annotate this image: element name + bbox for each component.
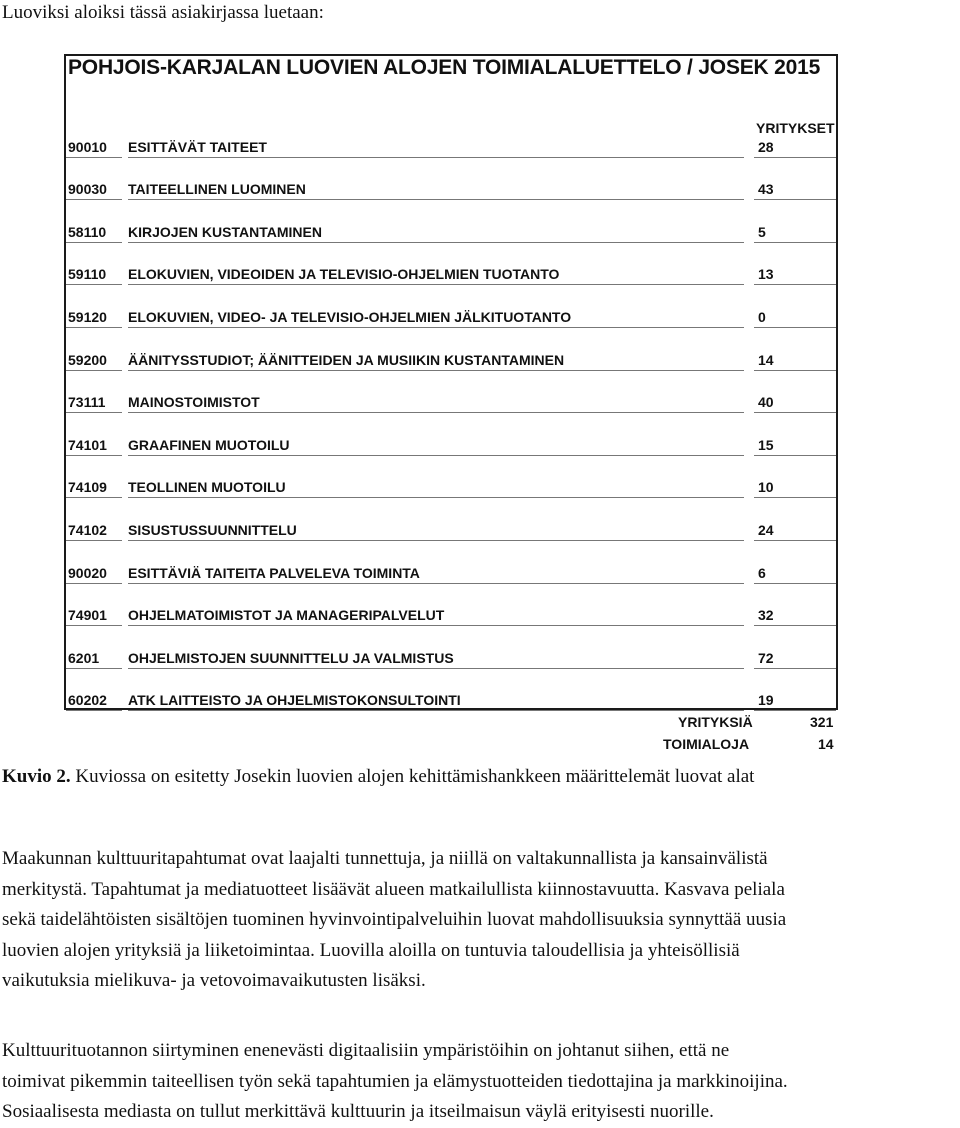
table-row [66, 434, 836, 456]
industry-name: SISUSTUSSUUNNITTELU [128, 519, 744, 541]
company-count: 32 [754, 604, 836, 626]
company-count: 13 [754, 263, 836, 285]
table-row [66, 391, 836, 413]
company-count: 15 [754, 434, 836, 456]
company-count: 0 [754, 306, 836, 328]
industry-name: TEOLLINEN MUOTOILU [128, 476, 744, 498]
industry-code: 59200 [66, 349, 122, 371]
industry-name: GRAAFINEN MUOTOILU [128, 434, 744, 456]
industry-name: ESITTÄVÄT TAITEET [128, 136, 744, 158]
company-count: 14 [754, 349, 836, 371]
industry-name: ELOKUVIEN, VIDEOIDEN JA TELEVISIO-OHJELMIEN TUOTANTO [128, 263, 744, 285]
industry-code: 74101 [66, 434, 122, 456]
table-row [66, 306, 836, 328]
company-count: 24 [754, 519, 836, 541]
table-row [66, 604, 836, 626]
industry-code: 59120 [66, 306, 122, 328]
paragraph-line: toimivat pikemmin taiteellisen työn sekä tapahtumien ja elämystuotteiden tiedottajina ja markkinoijina. [2, 1070, 788, 1092]
industry-name: OHJELMISTOJEN SUUNNITTELU JA VALMISTUS [128, 647, 744, 669]
company-count: 19 [754, 689, 836, 711]
industry-name: TAITEELLINEN LUOMINEN [128, 178, 744, 200]
company-count: 6 [754, 562, 836, 584]
industry-code: 74102 [66, 519, 122, 541]
table-row [66, 476, 836, 498]
company-count: 40 [754, 391, 836, 413]
total-industries-label: TOIMIALOJA [663, 736, 750, 752]
table-row [66, 647, 836, 669]
intro-text: Luoviksi aloiksi tässä asiakirjassa luetaan: [2, 2, 324, 23]
industry-code: 74109 [66, 476, 122, 498]
industry-name: ATK LAITTEISTO JA OHJELMISTOKONSULTOINTI [128, 689, 744, 711]
caption-label: Kuvio 2. [2, 766, 71, 787]
table-row [66, 221, 836, 243]
industry-code: 60202 [66, 689, 122, 711]
caption-text: Kuviossa on esitetty Josekin luovien alojen kehittämishankkeen määrittelemät luovat alat [75, 766, 755, 787]
industry-code: 90030 [66, 178, 122, 200]
industry-code: 58110 [66, 221, 122, 243]
paragraph-line: Sosiaalisesta mediasta on tullut merkittävä kulttuurin ja itseilmaisun väylä erityisesti nuorille. [2, 1101, 714, 1122]
industry-name: ESITTÄVIÄ TAITEITA PALVELEVA TOIMINTA [128, 562, 744, 584]
industry-name: MAINOSTOIMISTOT [128, 391, 744, 413]
industry-code: 59110 [66, 263, 122, 285]
industry-name: ELOKUVIEN, VIDEO- JA TELEVISIO-OHJELMIEN JÄLKITUOTANTO [128, 306, 744, 328]
industry-code: 90010 [66, 136, 122, 158]
paragraph-line: sekä taidelähtöisten sisältöjen tuominen hyvinvointipalveluihin luovat mahdollisuuksia synnyttää uusia [2, 909, 787, 930]
industry-code: 90020 [66, 562, 122, 584]
industry-code: 74901 [66, 604, 122, 626]
table-title: POHJOIS-KARJALAN LUOVIEN ALOJEN TOIMIALALUETTELO / JOSEK 2015 [68, 56, 821, 79]
industry-name: OHJELMATOIMISTOT JA MANAGERIPALVELUT [128, 604, 744, 626]
total-industries-value: 14 [818, 736, 834, 752]
paragraph-line: vaikutuksia mielikuva- ja vetovoimavaikutusten lisäksi. [2, 970, 426, 991]
industry-list-figure [60, 50, 842, 756]
company-count: 28 [754, 136, 836, 158]
table-row [66, 689, 836, 711]
column-header-companies: YRITYKSET [756, 120, 835, 136]
company-count: 43 [754, 178, 836, 200]
table-row [66, 136, 836, 158]
industry-code: 6201 [66, 647, 122, 669]
table-row [66, 349, 836, 371]
paragraph-line: luovien alojen yrityksiä ja liiketoimintaa. Luovilla aloilla on tuntuvia taloudellisia ja yhteisöllisiä [2, 939, 740, 961]
table-row [66, 562, 836, 584]
paragraph-line: Kulttuurituotannon siirtyminen enenevästi digitaalisiin ympäristöihin on johtanut siihen, että ne [2, 1040, 730, 1061]
paragraph-line: Maakunnan kulttuuritapahtumat ovat laajalti tunnettuja, ja niillä on valtakunnallista ja kansainvälistä [2, 848, 768, 869]
total-companies-label: YRITYKSIÄ [678, 714, 753, 730]
figure-caption [2, 764, 754, 790]
total-companies-value: 321 [810, 714, 834, 730]
industry-code: 73111 [66, 391, 122, 413]
company-count: 10 [754, 476, 836, 498]
table-row [66, 178, 836, 200]
paragraph-line: merkitystä. Tapahtumat ja mediatuotteet lisäävät alueen matkailullista kiinnostavuutta. Kasvava peliala [2, 878, 785, 900]
company-count: 72 [754, 647, 836, 669]
paragraph-1 [2, 844, 960, 997]
industry-name: KIRJOJEN KUSTANTAMINEN [128, 221, 744, 243]
industry-name: ÄÄNITYSSTUDIOT; ÄÄNITTEIDEN JA MUSIIKIN KUSTANTAMINEN [128, 349, 744, 371]
company-count: 5 [754, 221, 836, 243]
table-row [66, 263, 836, 285]
table-row [66, 519, 836, 541]
paragraph-2 [2, 1036, 960, 1128]
